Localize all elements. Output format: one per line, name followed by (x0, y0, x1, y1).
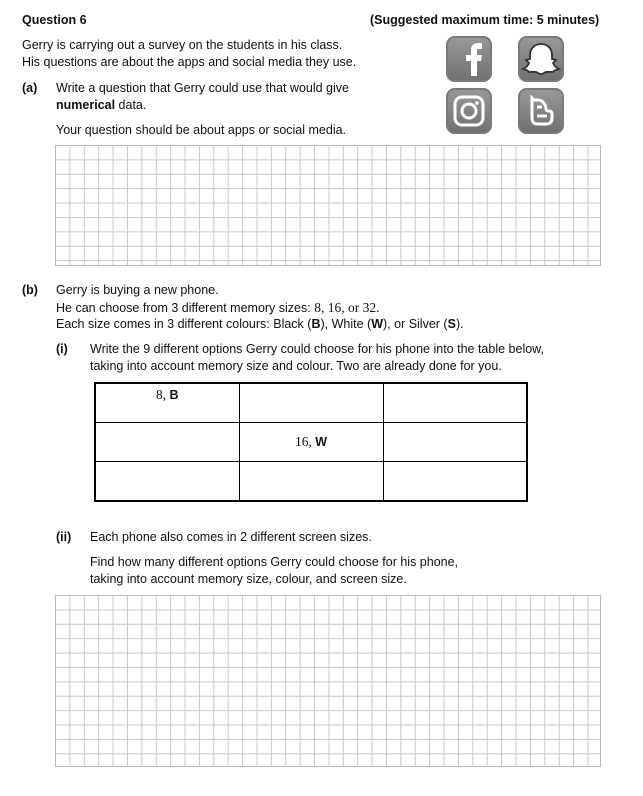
table-cell[interactable] (239, 423, 383, 462)
colours-text-1: Each size comes in 3 different colours: Black ( (56, 317, 312, 331)
blogger-icon (518, 88, 564, 134)
table-cell[interactable] (95, 383, 239, 423)
question-title: Question 6 (22, 13, 87, 27)
table-cell[interactable] (383, 383, 527, 423)
answer-grid-b-ii[interactable] (55, 595, 601, 767)
part-b-label: (b) (22, 283, 38, 297)
options-table (94, 382, 528, 502)
facebook-icon (446, 36, 492, 82)
part-a-line-2 (56, 97, 146, 114)
table-cell[interactable] (95, 423, 239, 462)
intro-line-1: Gerry is carrying out a survey on the students in his class. (22, 38, 343, 52)
sub-i-label: (i) (56, 342, 68, 356)
colour-w: W (371, 317, 383, 331)
table-row (95, 462, 527, 502)
part-b-line-3 (56, 316, 464, 333)
colours-text-3: ), or Silver ( (383, 317, 448, 331)
cell-memory: 8, (155, 387, 170, 402)
cell-colour: B (169, 388, 179, 402)
part-b-line-1: Gerry is buying a new phone. (56, 283, 219, 297)
suggested-time: (Suggested maximum time: 5 minutes) (370, 13, 600, 27)
table-cell[interactable] (239, 383, 383, 423)
table-cell[interactable] (95, 462, 239, 502)
sub-ii-line-2: Find how many different options Gerry could choose for his phone, (90, 555, 459, 569)
sub-ii-label: (ii) (56, 530, 72, 544)
sub-i-line-1: Write the 9 different options Gerry could choose for his phone into the table below, (90, 342, 544, 356)
memory-sizes: 8, 16, or 32. (314, 300, 380, 315)
snapchat-icon (518, 36, 564, 82)
sub-ii-line-3: taking into account memory size, colour, and screen size. (90, 572, 407, 586)
colour-b: B (311, 317, 321, 331)
colours-text-2: ), White ( (320, 317, 372, 331)
part-b-line-2 (56, 299, 379, 317)
table-row (95, 423, 527, 462)
table-row (95, 383, 527, 423)
table-cell[interactable] (239, 462, 383, 502)
part-a-line-2-rest: data. (115, 98, 147, 112)
part-b-line-2-text: He can choose from 3 different memory sizes: (56, 301, 315, 315)
part-a-note: Your question should be about apps or social media. (56, 123, 347, 137)
sub-i-line-2: taking into account memory size and colour. Two are already done for you. (90, 359, 502, 373)
cell-colour: W (315, 435, 328, 449)
cell-memory: 16, (294, 434, 316, 449)
intro-line-2: His questions are about the apps and social media they use. (22, 55, 357, 69)
part-a-line-1: Write a question that Gerry could use that would give (56, 81, 349, 95)
sub-ii-line-1: Each phone also comes in 2 different screen sizes. (90, 530, 372, 544)
colour-s: S (447, 317, 456, 331)
table-cell[interactable] (383, 462, 527, 502)
table-cell[interactable] (383, 423, 527, 462)
answer-grid-a[interactable] (55, 145, 601, 266)
numerical-emphasis: numerical (56, 98, 116, 112)
colours-text-4: ). (455, 317, 464, 331)
instagram-icon (446, 88, 492, 134)
part-a-label: (a) (22, 81, 38, 95)
